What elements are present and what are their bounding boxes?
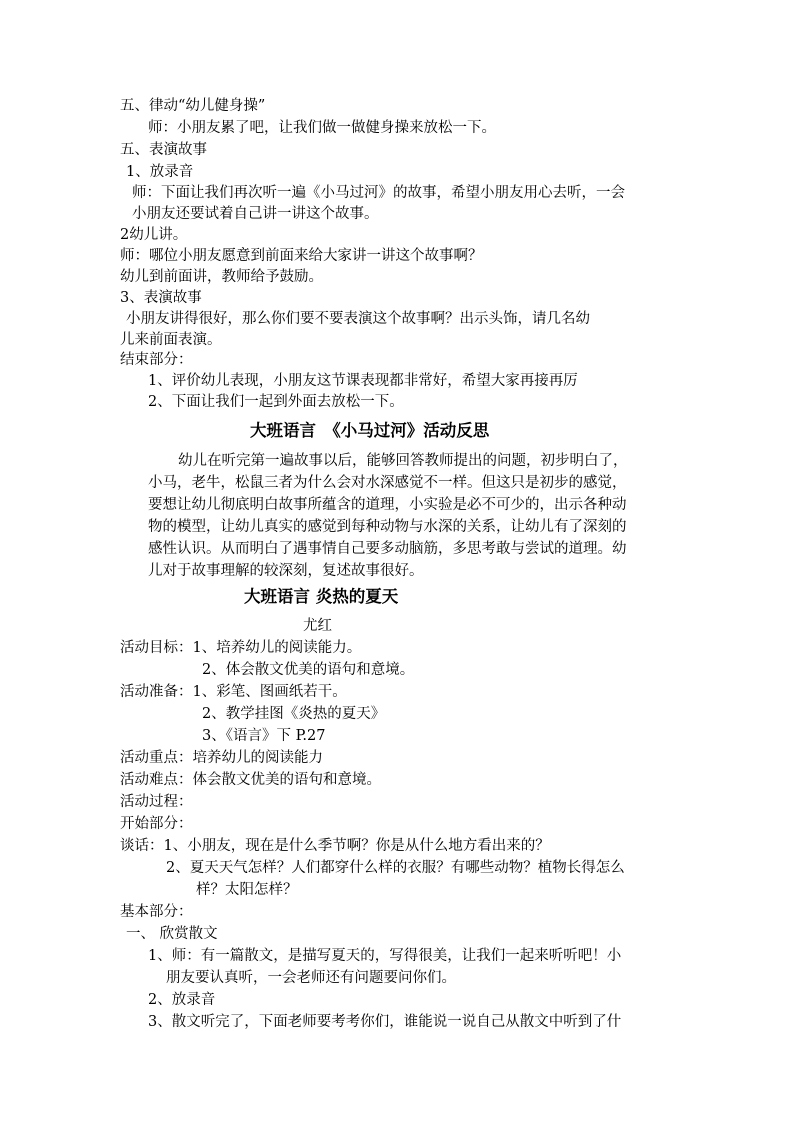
- text-line: 幼儿到前面讲，教师给予鼓励。: [120, 269, 323, 285]
- section-heading-rhythm: 五、律动“幼儿健身操”: [120, 98, 266, 114]
- lesson-line: 2、体会散文优美的语句和意境。: [202, 662, 415, 678]
- lesson-line: 开始部分：: [120, 816, 193, 832]
- lesson-line: 3、散文听完了，下面老师要考考你们，谁能说一说自己从散文中听到了什: [148, 1014, 622, 1030]
- lesson-line: 活动准备：1、彩笔、图画纸若干。: [120, 684, 347, 700]
- lesson-title: 大班语言 炎热的夏天: [244, 587, 399, 606]
- text-line: 小朋友讲得很好，那么你们要不要表演这个故事啊？出示头饰，请几名幼: [126, 311, 590, 327]
- lesson-line: 1、师：有一篇散文，是描写夏天的，写得很美，让我们一起来听听吧！小: [148, 948, 622, 964]
- lesson-line: 2、夏天天气怎样？人们都穿什么样的衣服？有哪些动物？植物长得怎么: [166, 860, 625, 876]
- reflection-paragraph-line: 要想让幼儿彻底明白故事所蕴含的道理，小实验是必不可少的，出示各种动: [148, 497, 627, 513]
- teacher-line: 师：小朋友累了吧，让我们做一做健身操来放松一下。: [148, 120, 496, 136]
- reflection-paragraph-line: 儿对于故事理解的较深刻，复述故事很好。: [148, 563, 424, 579]
- text-line: 小朋友还要试着自己讲一讲这个故事。: [132, 206, 379, 222]
- step-line: 1、放录音: [126, 164, 194, 180]
- reflection-paragraph-line: 感性认识。从而明白了遇事情自己要多动脑筋，多思考敢与尝试的道理。幼: [148, 541, 627, 557]
- lesson-line: 活动重点：培养幼儿的阅读能力: [120, 750, 323, 766]
- teacher-line: 师：哪位小朋友愿意到前面来给大家讲一讲这个故事啊？: [120, 248, 483, 264]
- teacher-line: 师：下面让我们再次听一遍《小马过河》的故事，希望小朋友用心去听，一会: [132, 185, 625, 201]
- lesson-line: 活动难点：体会散文优美的语句和意境。: [120, 772, 381, 788]
- lesson-line: 3、《语言》下 P.27: [202, 728, 326, 744]
- section-heading-ending: 结束部分：: [120, 352, 193, 368]
- lesson-line: 2、教学挂图《炎热的夏天》: [202, 706, 386, 722]
- step-line: 3、表演故事: [120, 290, 202, 306]
- reflection-title: 大班语言 《小马过河》活动反思: [250, 421, 490, 440]
- reflection-paragraph-line: 小马，老牛，松鼠三者为什么会对水深感觉不一样。但这只是初步的感觉，: [148, 475, 627, 491]
- lesson-line: 一、 欣赏散文: [126, 926, 218, 942]
- step-line: 2幼儿讲。: [120, 227, 188, 243]
- author-name: 尤红: [303, 618, 332, 634]
- section-heading-perform: 五、表演故事: [120, 142, 207, 158]
- list-item: 2、下面让我们一起到外面去放松一下。: [148, 394, 404, 410]
- lesson-line: 基本部分：: [120, 904, 193, 920]
- lesson-line: 2、放录音: [148, 992, 216, 1008]
- lesson-line: 样？太阳怎样？: [196, 882, 298, 898]
- text-line: 儿来前面表演。: [120, 332, 222, 348]
- lesson-line: 朋友要认真听，一会老师还有问题要问你们。: [166, 970, 456, 986]
- list-item: 1、评价幼儿表现，小朋友这节课表现都非常好，希望大家再接再厉: [148, 373, 578, 389]
- reflection-paragraph-line: 物的模型，让幼儿真实的感觉到每种动物与水深的关系，让幼儿有了深刻的: [148, 519, 627, 535]
- reflection-paragraph-line: 幼儿在听完第一遍故事以后，能够回答教师提出的问题，初步明白了，: [178, 453, 628, 469]
- lesson-line: 活动目标：1、培养幼儿的阅读能力。: [120, 640, 362, 656]
- lesson-line: 谈话：1、小朋友，现在是什么季节啊？你是从什么地方看出来的？: [120, 838, 550, 854]
- lesson-line: 活动过程：: [120, 794, 193, 810]
